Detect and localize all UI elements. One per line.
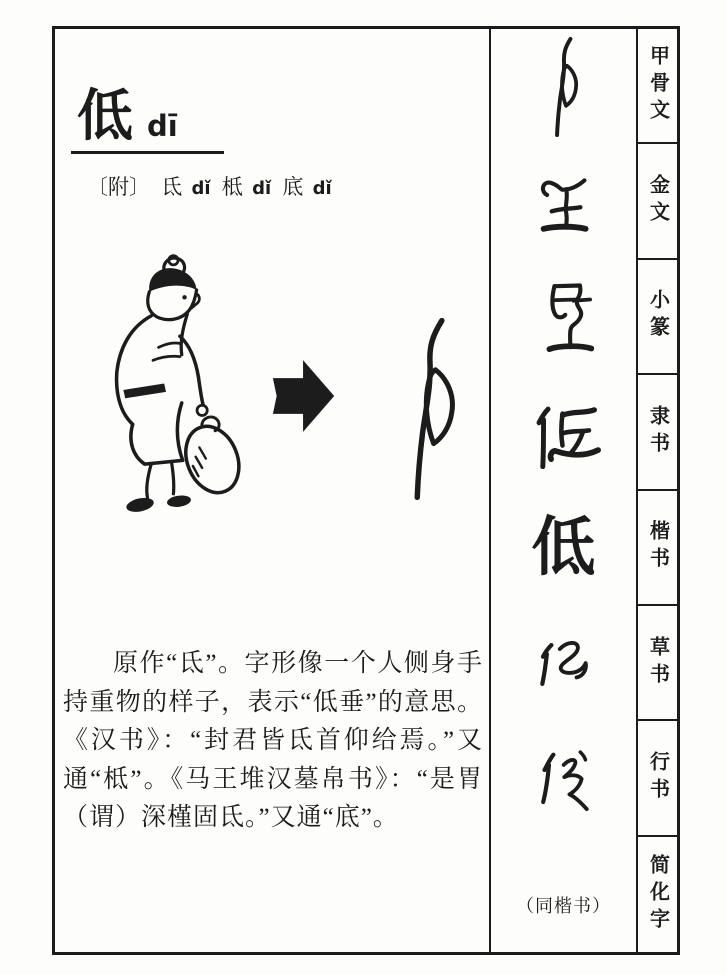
- script-label-text: 金文: [646, 174, 669, 229]
- evolution-cell-kaishu: [491, 491, 636, 606]
- right-block-arrow-icon: [271, 351, 337, 441]
- simplified-same-as-kaishu-note: （同楷书）: [516, 896, 611, 916]
- script-label-caoshu: [638, 606, 677, 721]
- oracle-bone-glyph-icon: [389, 311, 471, 507]
- script-label-text: 楷书: [646, 520, 669, 575]
- small-seal-glyph: [529, 277, 599, 357]
- regular-script-character: 低: [531, 512, 596, 584]
- evolution-cell-caoshu: [491, 606, 636, 721]
- evolution-cell-jiaguwen: [491, 29, 636, 144]
- attached-pinyin: dǐ: [252, 178, 272, 199]
- script-label-text: 简化字: [646, 853, 669, 935]
- evolution-cell-xingshu: [491, 721, 636, 836]
- script-label-text: 行书: [646, 750, 669, 805]
- script-label-jinwen: [638, 144, 677, 259]
- script-label-column: [638, 29, 677, 952]
- running-script-glyph: [530, 747, 598, 811]
- evolution-cell-xiaozhuan: [491, 260, 636, 375]
- script-label-xingshu: [638, 721, 677, 836]
- evolution-cell-jinwen: [491, 144, 636, 259]
- script-label-jianhuazi: [638, 837, 677, 952]
- headword-pinyin: dī: [147, 109, 178, 143]
- attached-char: 氐: [161, 175, 183, 199]
- script-label-text: 草书: [646, 635, 669, 690]
- entry-main-column: [55, 29, 491, 952]
- script-label-xiaozhuan: [638, 260, 677, 375]
- bronze-inscription-glyph: [534, 167, 594, 237]
- attached-pinyin: dǐ: [312, 178, 332, 199]
- attached-label: 〔附〕: [87, 175, 150, 199]
- cursive-script-glyph: [530, 636, 598, 691]
- script-evolution-column: [491, 29, 638, 952]
- evolution-cell-lishu: [491, 375, 636, 490]
- attached-char: 底: [282, 175, 304, 199]
- page-frame: [52, 26, 680, 955]
- script-label-jiaguwen: [638, 29, 677, 144]
- script-label-text: 隶书: [646, 404, 669, 459]
- script-label-text: 甲骨文: [646, 45, 669, 127]
- script-label-text: 小篆: [646, 289, 669, 344]
- clerical-script-glyph: [521, 397, 607, 469]
- script-label-kaishu: [638, 491, 677, 606]
- attached-pinyin: dǐ: [191, 178, 211, 199]
- headword-character: 低: [77, 86, 133, 148]
- script-label-lishu: [638, 375, 677, 490]
- attached-char: 柢: [221, 175, 243, 199]
- person-bending-carrying-sack-icon: [91, 251, 241, 529]
- etymology-illustration: [55, 29, 489, 549]
- explanation-text: 原作“氐”。字形像一个人侧身手持重物的样子，表示“低垂”的意思。《汉书》：“封君皆氐首仰给焉。”又通“柢”。《马王堆汉墓帛书》：“是胃（谓）深槿固氐。”又通“底”。: [63, 650, 483, 831]
- explanation-paragraph: [63, 645, 483, 838]
- evolution-cell-jianhuazi: [491, 837, 636, 952]
- oracle-bone-glyph: [541, 35, 587, 139]
